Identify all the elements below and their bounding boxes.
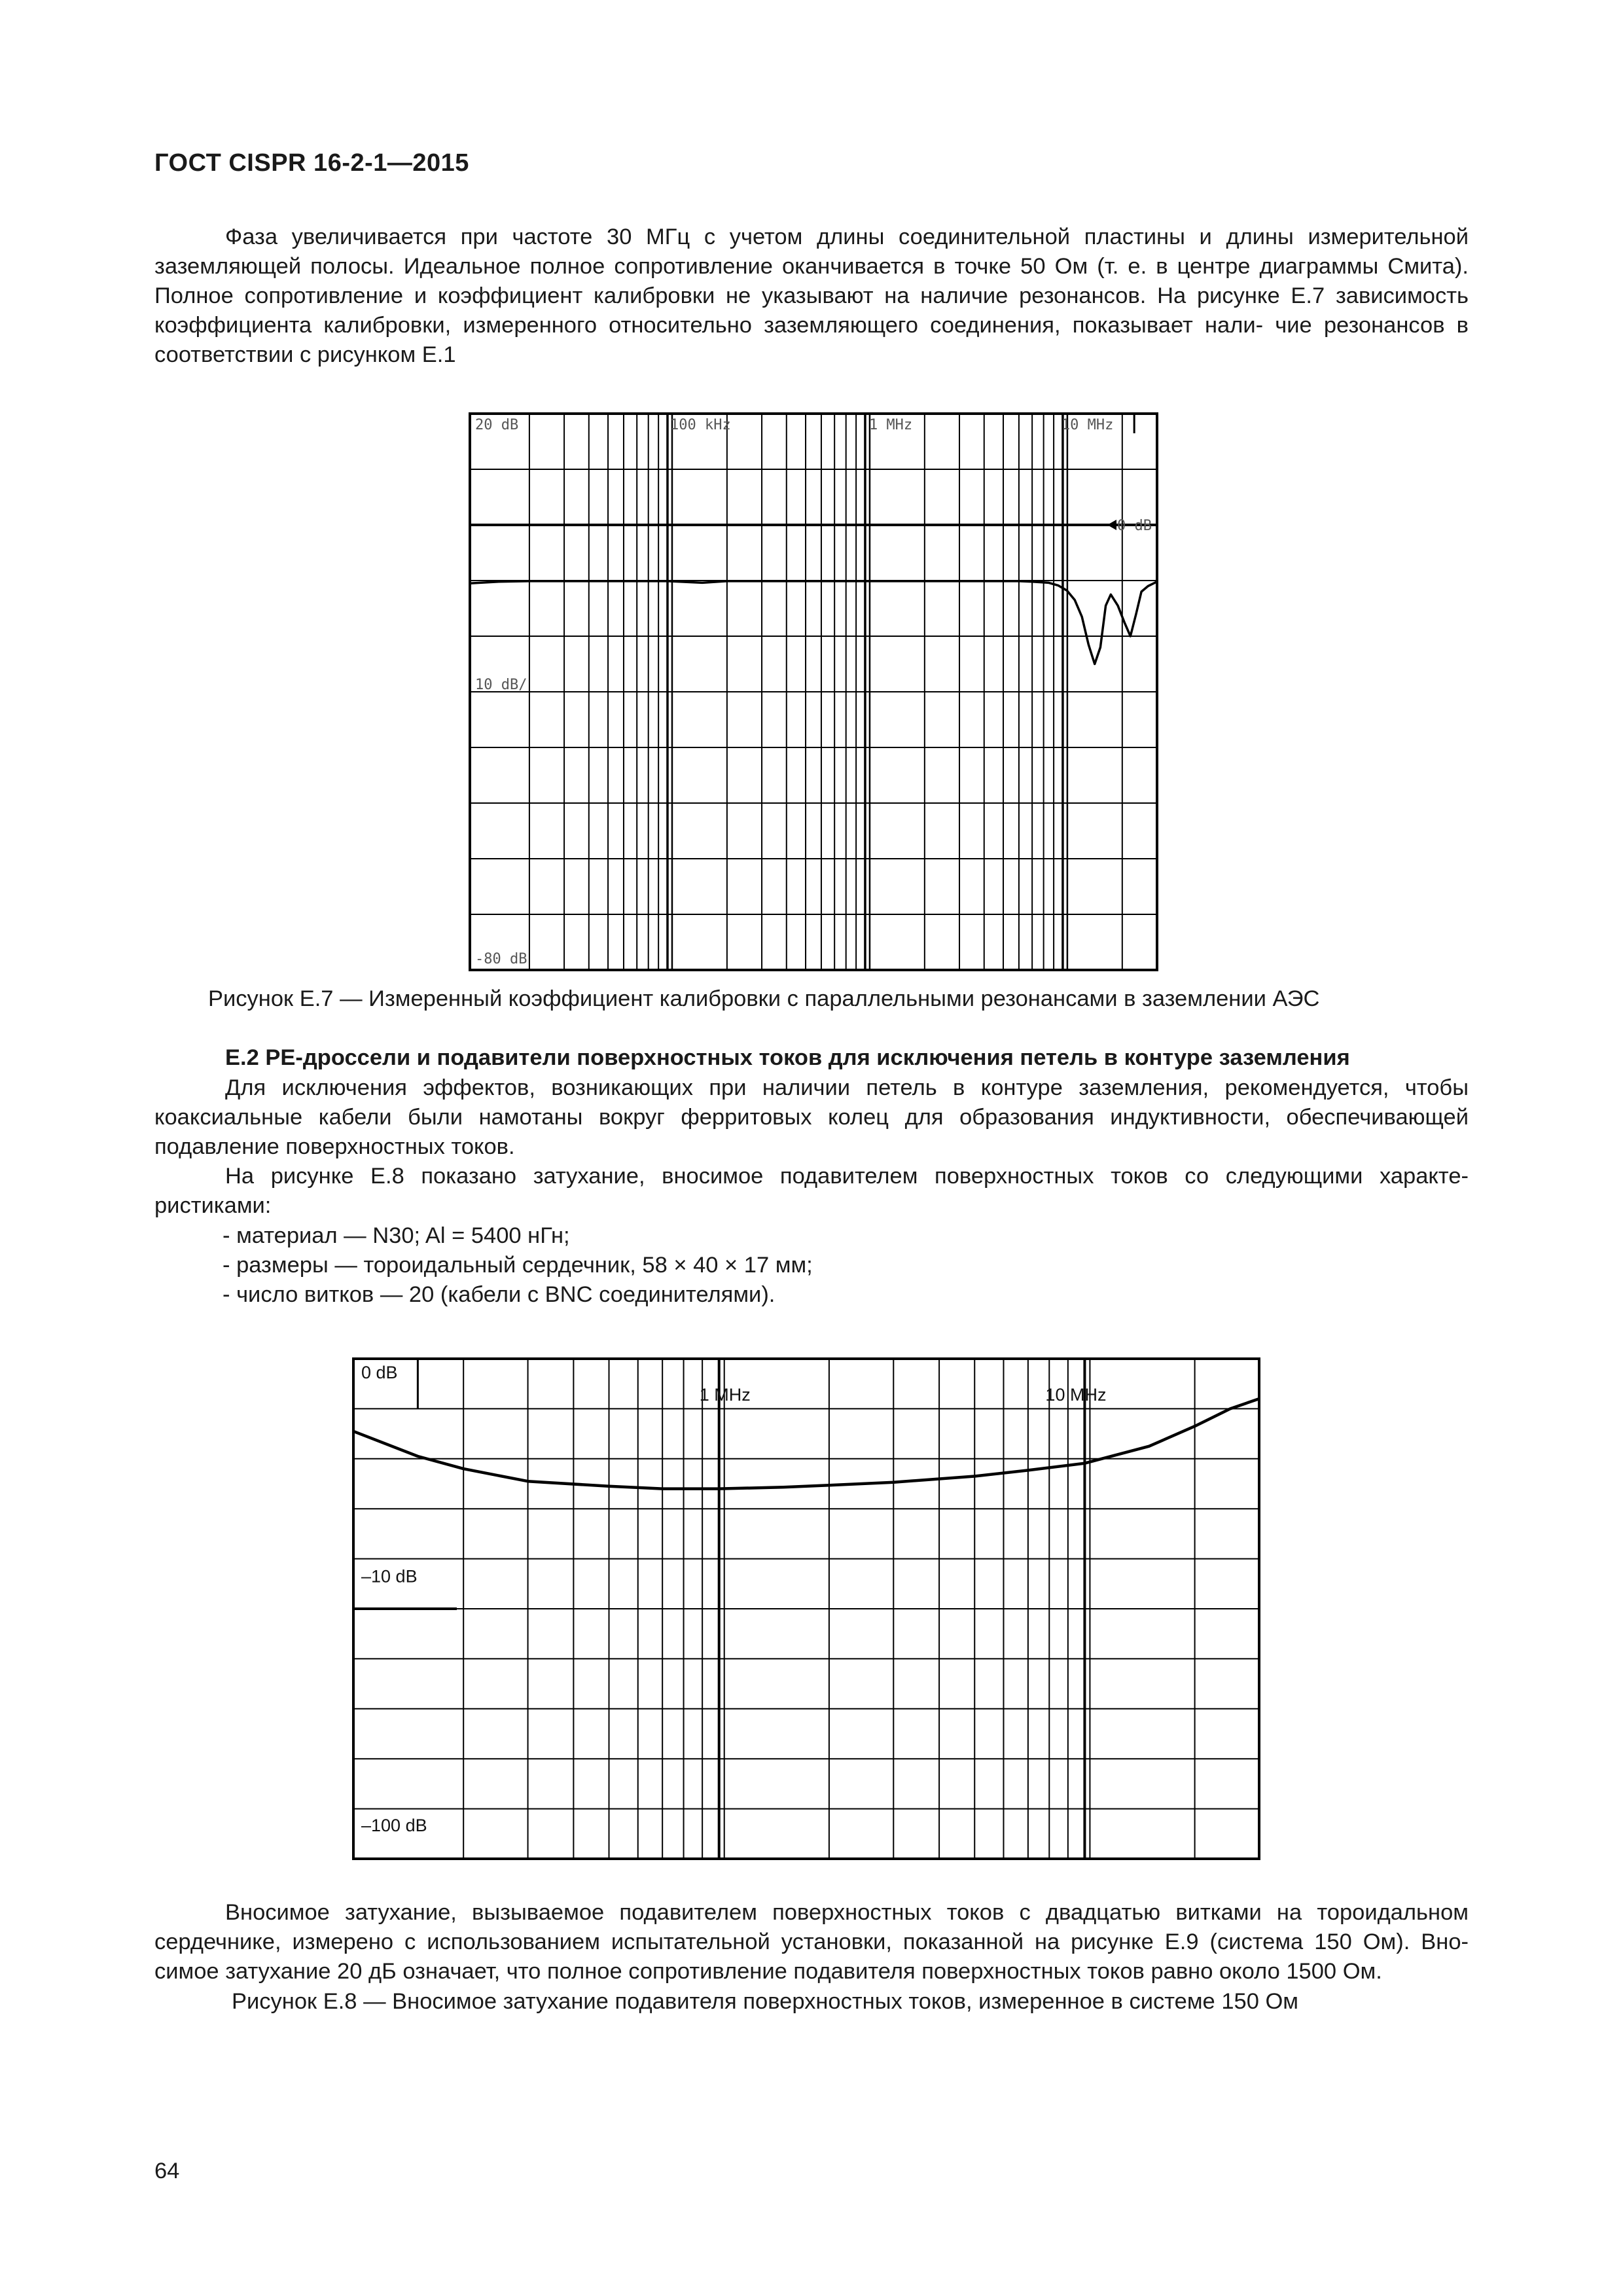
y-top-label: 0 dB: [361, 1363, 398, 1382]
x-label-10mhz: 10 MHz: [1061, 417, 1114, 433]
note-line: Вносимое затухание, вызываемое подавителем поверхностных токов с двадцатью витками на тороидальном: [225, 1900, 1469, 1925]
x-label-100khz: 100 kHz: [669, 417, 731, 433]
x-label-1mhz: 1 MHz: [868, 417, 913, 433]
reference-label: 0 dB: [1117, 518, 1152, 534]
x-label-1mhz: 1 MHz: [699, 1385, 751, 1405]
page-number: 64: [154, 2159, 180, 2183]
intro-paragraph: [154, 223, 1469, 370]
list-item-dimensions: - размеры — тороидальный сердечник, 58 × 40 × 17 мм;: [223, 1253, 813, 1278]
paragraph-line: подавление поверхностных токов.: [154, 1134, 515, 1159]
list-item-turns: - число витков — 20 (кабели с BNC соединителями).: [223, 1282, 776, 1307]
list-item-material: - материал — N30; Al = 5400 нГн;: [223, 1223, 570, 1248]
intro-line: Фаза увеличивается при частоте 30 МГц с учетом длины соединительной пластины и длины измерительной: [225, 224, 1469, 249]
intro-line: заземляющей полосы. Идеальное полное сопротивление оканчивается в точке 50 Ом (т. е. в центре диаграммы: [154, 254, 1379, 279]
reference-arrow-icon: [1107, 520, 1116, 530]
paragraph-line: Для исключения эффектов, возникающих при наличии петель в контуре заземления, рекомендуется, чтобы: [225, 1075, 1469, 1100]
x-label-10mhz: 10 MHz: [1045, 1385, 1107, 1405]
note-line: сердечнике, измерено с использованием испытательной установки, показанной на рисунке Е.9 (система 150 Ом). Вно-: [154, 1929, 1469, 1954]
figure-e7-chart: [466, 408, 1161, 975]
paragraph-line: ристиками:: [154, 1193, 272, 1218]
y-top-label: 20 dB: [475, 417, 519, 433]
figure-e8-chart: [351, 1356, 1262, 1861]
figure-e7-caption: Рисунок Е.7 — Измеренный коэффициент калибровки с параллельными резонансами в заземлении АЭС: [208, 986, 1320, 1011]
intro-line: Смита). Полное сопротивление и коэффициент калибровки не указывают на наличие резонансов. На рисунке Е.7: [154, 254, 1469, 308]
note-line: симое затухание 20 дБ означает, что полное сопротивление подавителя поверхностных токов равно около 1500 Ом.: [154, 1959, 1382, 1984]
figure-e8-note: [154, 1898, 1469, 1986]
series-line: [353, 1399, 1259, 1489]
paragraph-line: коаксиальные кабели были намотаны вокруг ферритовых колец для образования индуктивности, обеспечивающей: [154, 1105, 1469, 1130]
intro-line: зависимость коэффициента калибровки, измеренного относительно заземляющего соединения, показывает нали-: [154, 283, 1469, 338]
scale-label: 10 dB/: [475, 677, 527, 693]
y-bottom-label: –100 dB: [361, 1816, 427, 1835]
section-e2-heading: Е.2 PE-дроссели и подавители поверхностных токов для исключения петель в контуре заземления: [225, 1045, 1350, 1070]
section-e2-paragraph-2: [154, 1162, 1469, 1221]
document-header: ГОСТ CISPR 16-2-1—2015: [154, 149, 469, 177]
intro-line: чие резонансов в соответствии с рисунком Е.1: [154, 313, 1469, 367]
y-bottom-label: -80 dB: [475, 951, 527, 967]
figure-e8-caption: Рисунок Е.8 — Вносимое затухание подавителя поверхностных токов, измеренное в системе 150 Ом: [232, 1989, 1299, 2014]
paragraph-line: На рисунке Е.8 показано затухание, вносимое подавителем поверхностных токов со следующими характе-: [225, 1164, 1469, 1189]
section-e2-paragraph-1: [154, 1073, 1469, 1162]
y-mid-label: –10 dB: [361, 1566, 418, 1587]
